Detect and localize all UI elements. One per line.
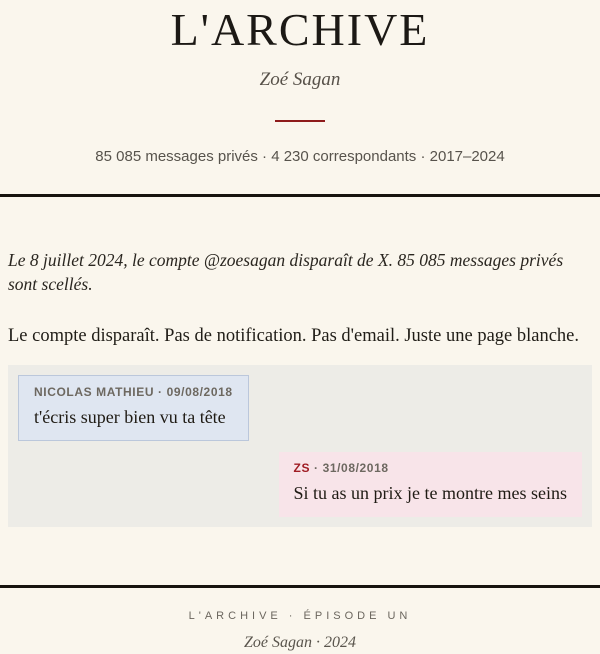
page-footer: [0, 610, 600, 654]
meta-separator: ·: [158, 384, 163, 399]
message-text: Si tu as un prix je te montre mes seins: [293, 483, 567, 504]
footer-series: L'ARCHIVE · ÉPISODE UN: [188, 609, 412, 622]
stats-line: 85 085 messages privés · 4 230 correspondants · 2017–2024: [95, 148, 505, 166]
chat-panel: [8, 365, 592, 527]
message-text: t'écris super bien vu ta tête: [34, 406, 226, 427]
message-author: NICOLAS MATHIEU: [34, 384, 155, 399]
page-title: L'ARCHIVE: [170, 4, 430, 55]
message-meta: [34, 385, 233, 400]
masthead: [0, 0, 600, 167]
meta-separator: ·: [314, 461, 319, 476]
top-rule: [0, 194, 600, 197]
bottom-rule: [0, 585, 600, 588]
body-paragraph: Le compte disparaît. Pas de notification. Pas d'email. Juste une page blanche.: [8, 325, 580, 346]
footer-byline: Zoé Sagan · 2024: [244, 633, 356, 651]
message-bubble-left: [18, 375, 249, 441]
page-subtitle: Zoé Sagan: [259, 69, 341, 91]
message-date: 31/08/2018: [322, 461, 389, 476]
message-author: ZS: [293, 461, 311, 476]
main-content: [0, 248, 600, 527]
message-bubble-right: [279, 452, 582, 516]
red-divider: [275, 120, 325, 122]
message-date: 09/08/2018: [166, 384, 233, 399]
lead-paragraph: Le 8 juillet 2024, le compte @zoesagan disparaît de X. 85 085 messages privés sont scellés.: [8, 249, 564, 295]
message-meta: [294, 461, 567, 476]
